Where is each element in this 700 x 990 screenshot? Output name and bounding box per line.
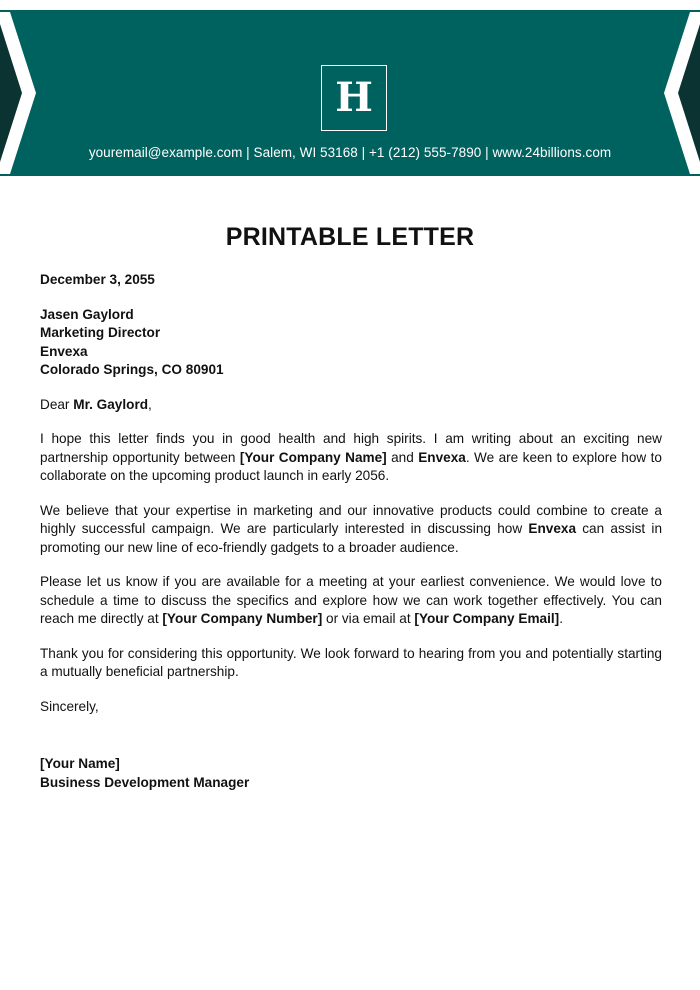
salutation-prefix: Dear — [40, 396, 74, 412]
salutation — [40, 396, 662, 415]
paragraph-2 — [40, 502, 662, 558]
p1-envexa: Envexa — [418, 449, 466, 465]
letterhead-band — [0, 10, 700, 176]
document-title: PRINTABLE LETTER — [225, 223, 475, 251]
p3-company-number: [Your Company Number] — [162, 611, 323, 626]
p2-text-a: We believe that your expertise in marketing and our innovative products could combine to create a highly successful campaign. We are particularly interested in discussing how — [40, 502, 662, 536]
contact-line: youremail@example.com | Salem, WI 53168 | +1 (212) 555-7890 | www.24billions.com — [88, 145, 612, 160]
paragraph-1 — [40, 430, 662, 486]
paragraph-3 — [40, 573, 662, 629]
p1-text-e: . We are keen to explore how to collaborate on the upcoming product launch in early 2056. — [40, 449, 662, 483]
signature-block — [40, 755, 662, 792]
p3-company-email: [Your Company Email] — [414, 611, 560, 626]
p2-text-c: can assist in promoting our new line of eco-friendly gadgets to a broader audience. — [40, 521, 663, 555]
salutation-name: Mr. Gaylord — [73, 396, 149, 412]
closing: Sincerely, — [40, 698, 99, 714]
recipient-name: Jasen Gaylord — [40, 306, 134, 322]
recipient-city: Colorado Springs, CO 80901 — [40, 362, 224, 377]
paragraph-4: Thank you for considering this opportunity. We look forward to hearing from you and potentially starting a mutually beneficial partnership. — [40, 645, 662, 679]
p3-text-a: Please let us know if you are available for a meeting at your earliest convenience. We would love to schedule a time to discuss the specifics and explore how we can work together effectively. You can reach me directly at — [40, 574, 662, 626]
recipient-block — [40, 306, 662, 380]
p1-company-name: [Your Company Name] — [239, 449, 387, 465]
p1-text-a: I hope this letter finds you in good health and high spirits. I am writing about an exciting new partnership opportunity between — [40, 431, 662, 465]
recipient-position: Marketing Director — [40, 325, 161, 340]
salutation-suffix: , — [148, 396, 152, 412]
letter-date: December 3, 2055 — [40, 272, 155, 287]
p3-text-e: . — [559, 611, 563, 626]
p1-text-c: and — [386, 449, 419, 465]
letter-body — [40, 271, 662, 792]
signature-name: [Your Name] — [40, 756, 120, 771]
signature-title: Business Development Manager — [40, 774, 250, 790]
p2-envexa: Envexa — [528, 521, 577, 536]
p3-text-c: or via email at — [322, 611, 415, 626]
recipient-company: Envexa — [40, 343, 88, 359]
logo-monogram: H — [321, 65, 387, 131]
